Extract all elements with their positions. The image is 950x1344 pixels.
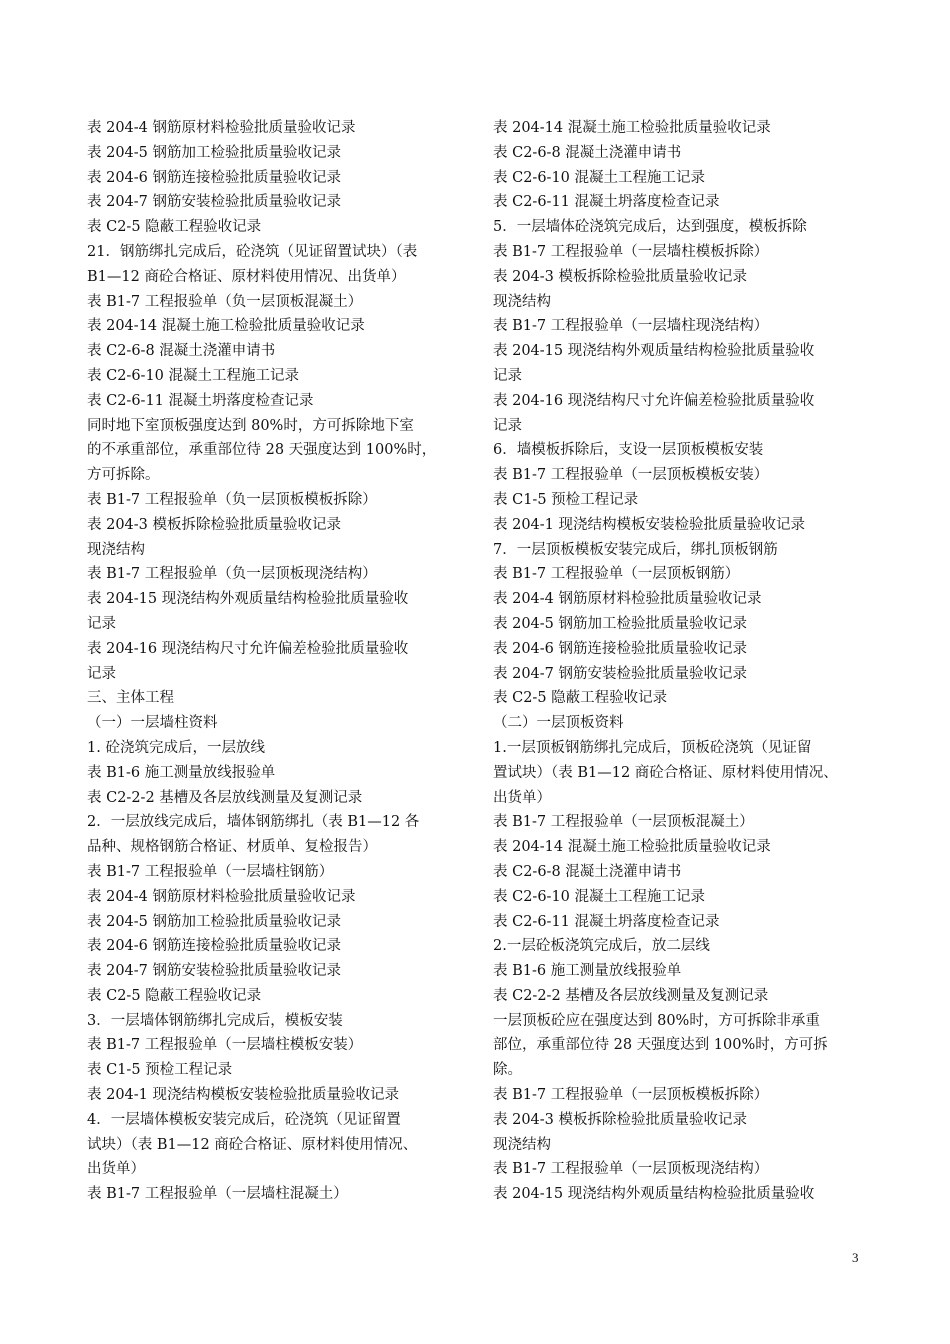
text-line: 表 C2-6-11 混凝土坍落度检查记录 (493, 913, 720, 930)
text-line: 记录 (493, 417, 522, 434)
text-line: 表 204-6 钢筋连接检验批质量验收记录 (87, 169, 342, 186)
text-line: 记录 (493, 367, 522, 384)
text-line: 表 B1-7 工程报验单（一层墙柱模板拆除） (493, 243, 769, 260)
left-column (87, 116, 467, 1207)
text-line: 表 204-5 钢筋加工检验批质量验收记录 (87, 144, 342, 161)
text-line: 表 C2-5 隐蔽工程验收记录 (87, 987, 262, 1004)
text-line: 表 204-5 钢筋加工检验批质量验收记录 (493, 615, 748, 632)
text-line: 表 B1-7 工程报验单（一层顶板钢筋） (493, 566, 740, 583)
text-line: 表 204-4 钢筋原材料检验批质量验收记录 (493, 591, 762, 608)
subsection-heading: （一）一层墙柱资料 (87, 715, 218, 732)
text-line: 的不承重部位，承重部位待 28 天强度达到 100%时， (87, 442, 437, 459)
text-line: 表 B1-7 工程报验单（一层墙柱钢筋） (87, 863, 334, 880)
text-line: 一层顶板砼应在强度达到 80%时，方可拆除非承重 (493, 1012, 820, 1029)
text-line: 表 B1-7 工程报验单（一层顶板混凝土） (493, 814, 754, 831)
step-heading: 6．墙模板拆除后，支设一层顶板模板安装 (493, 442, 764, 459)
text-line: 表 C2-6-8 混凝土浇灌申请书 (493, 863, 682, 880)
subsection-heading: （二）一层顶板资料 (493, 715, 624, 732)
text-line: 除。 (493, 1062, 522, 1079)
text-line: 表 C2-2-2 基槽及各层放线测量及复测记录 (87, 789, 363, 806)
text-line: 表 204-16 现浇结构尺寸允许偏差检验批质量验收 (493, 392, 815, 409)
step-heading: 2．一层放线完成后，墙体钢筋绑扎（表 B1—12 各 (87, 814, 420, 831)
text-line: 表 B1-7 工程报验单（负一层顶板现浇结构） (87, 566, 377, 583)
text-line: 表 B1-7 工程报验单（一层顶板模板拆除） (493, 1087, 769, 1104)
text-line: 表 204-7 钢筋安装检验批质量验收记录 (87, 963, 342, 980)
text-line: 置试块）（表 B1—12 商砼合格证、原材料使用情况、 (493, 764, 838, 781)
text-line: 表 204-16 现浇结构尺寸允许偏差检验批质量验收 (87, 640, 409, 657)
text-line: 表 204-1 现浇结构模板安装检验批质量验收记录 (87, 1087, 400, 1104)
text-line: 品种、规格钢筋合格证、材质单、复检报告） (87, 839, 377, 856)
text-line: 表 C2-6-11 混凝土坍落度检查记录 (87, 392, 314, 409)
text-line: 方可拆除。 (87, 467, 160, 484)
text-line: 出货单） (493, 789, 551, 806)
text-line: 表 204-3 模板拆除检验批质量验收记录 (493, 1111, 748, 1128)
text-line: 表 C2-6-8 混凝土浇灌申请书 (87, 343, 276, 360)
text-line: 表 204-4 钢筋原材料检验批质量验收记录 (87, 120, 356, 136)
text-line: 表 B1-7 工程报验单（负一层顶板混凝土） (87, 293, 363, 310)
text-line: 表 B1-7 工程报验单（一层墙柱现浇结构） (493, 318, 769, 335)
step-heading: 5．一层墙体砼浇筑完成后，达到强度，模板拆除 (493, 219, 807, 236)
text-line: 表 204-14 混凝土施工检验批质量验收记录 (493, 120, 771, 136)
step-heading: 3．一层墙体钢筋绑扎完成后，模板安装 (87, 1012, 343, 1029)
text-line: B1—12 商砼合格证、原材料使用情况、出货单） (87, 268, 406, 285)
step-heading: 4．一层墙体模板安装完成后，砼浇筑（见证留置 (87, 1111, 401, 1128)
text-line: 表 204-6 钢筋连接检验批质量验收记录 (87, 938, 342, 955)
text-line: 表 B1-7 工程报验单（一层墙柱混凝土） (87, 1186, 348, 1203)
text-line: 现浇结构 (493, 293, 551, 310)
text-line: 同时地下室顶板强度达到 80%时，方可拆除地下室 (87, 417, 414, 434)
text-line: 表 B1-7 工程报验单（一层墙柱模板安装） (87, 1037, 363, 1054)
text-line: 表 C1-5 预检工程记录 (493, 491, 639, 508)
text-line: 表 204-3 模板拆除检验批质量验收记录 (87, 516, 342, 533)
step-heading: 2.一层砼板浇筑完成后，放二层线 (493, 938, 710, 955)
step-heading: 21．钢筋绑扎完成后，砼浇筑（见证留置试块）（表 (87, 243, 418, 260)
text-line: 出货单） (87, 1161, 145, 1178)
text-line: 表 204-15 现浇结构外观质量结构检验批质量验收 (493, 343, 815, 360)
page-number: 3 (852, 1250, 859, 1265)
step-heading: 7．一层顶板模板安装完成后，绑扎顶板钢筋 (493, 541, 778, 558)
text-line: 表 204-15 现浇结构外观质量结构检验批质量验收 (87, 591, 409, 608)
text-line: 表 C2-6-10 混凝土工程施工记录 (87, 367, 300, 384)
text-line: 现浇结构 (493, 1136, 551, 1153)
text-line: 现浇结构 (87, 541, 145, 558)
text-line: 表 204-7 钢筋安装检验批质量验收记录 (493, 665, 748, 682)
text-line: 表 C2-6-10 混凝土工程施工记录 (493, 169, 706, 186)
right-column (493, 116, 873, 1207)
text-line: 表 204-3 模板拆除检验批质量验收记录 (493, 268, 748, 285)
text-line: 表 204-4 钢筋原材料检验批质量验收记录 (87, 888, 356, 905)
text-line: 表 B1-7 工程报验单（一层顶板现浇结构） (493, 1161, 769, 1178)
text-line: 表 204-15 现浇结构外观质量结构检验批质量验收 (493, 1186, 815, 1203)
text-line: 表 B1-7 工程报验单（负一层顶板模板拆除） (87, 491, 377, 508)
text-line: 表 204-5 钢筋加工检验批质量验收记录 (87, 913, 342, 930)
text-line: 表 C2-6-11 混凝土坍落度检查记录 (493, 194, 720, 211)
text-line: 记录 (87, 615, 116, 632)
step-heading: 1.一层顶板钢筋绑扎完成后，顶板砼浇筑（见证留 (493, 739, 812, 756)
text-line: 表 204-7 钢筋安装检验批质量验收记录 (87, 194, 342, 211)
section-heading: 三、主体工程 (87, 690, 174, 707)
text-line: 表 204-14 混凝土施工检验批质量验收记录 (87, 318, 365, 335)
text-line: 表 C1-5 预检工程记录 (87, 1062, 233, 1079)
text-line: 表 204-1 现浇结构模板安装检验批质量验收记录 (493, 516, 806, 533)
step-heading: 1. 砼浇筑完成后，一层放线 (87, 739, 265, 756)
text-line: 表 204-14 混凝土施工检验批质量验收记录 (493, 839, 771, 856)
text-line: 部位，承重部位待 28 天强度达到 100%时，方可拆 (493, 1037, 828, 1054)
text-line: 表 C2-5 隐蔽工程验收记录 (87, 219, 262, 236)
text-line: 表 C2-6-8 混凝土浇灌申请书 (493, 144, 682, 161)
text-line: 记录 (87, 665, 116, 682)
text-line: 表 B1-7 工程报验单（一层顶板模板安装） (493, 467, 769, 484)
text-line: 表 204-6 钢筋连接检验批质量验收记录 (493, 640, 748, 657)
text-line: 表 B1-6 施工测量放线报验单 (493, 963, 682, 980)
text-line: 表 C2-5 隐蔽工程验收记录 (493, 690, 668, 707)
text-line: 表 C2-2-2 基槽及各层放线测量及复测记录 (493, 987, 769, 1004)
text-line: 表 B1-6 施工测量放线报验单 (87, 764, 276, 781)
text-line: 试块）（表 B1—12 商砼合格证、原材料使用情况、 (87, 1136, 418, 1153)
text-line: 表 C2-6-10 混凝土工程施工记录 (493, 888, 706, 905)
